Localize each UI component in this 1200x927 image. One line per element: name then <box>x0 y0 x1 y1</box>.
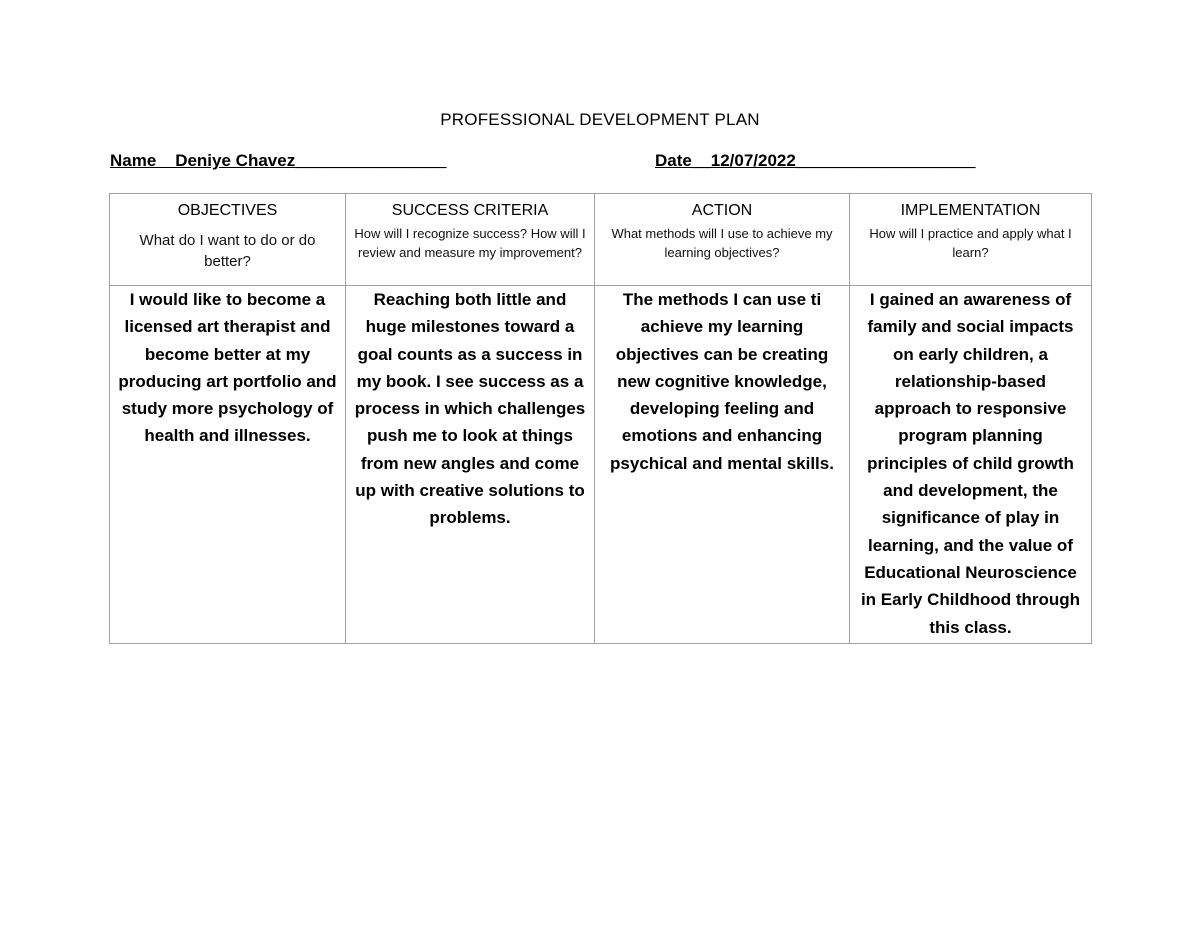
header-objectives <box>110 194 346 286</box>
header-implementation <box>850 194 1092 286</box>
column-title: ACTION <box>691 202 753 219</box>
column-title: IMPLEMENTATION <box>900 202 1041 219</box>
column-question: How will I recognize success? How will I review and measure my improvement? <box>354 226 586 260</box>
column-title: OBJECTIVES <box>177 202 278 219</box>
plan-table <box>109 193 1092 644</box>
implementation-cell: I gained an awareness of family and social impacts on early children, a relationship-based approach to responsive program planning principles of child growth and development, the significance of play in learning, and the value of Educational Neuroscience in Early Childhood through this class. <box>850 286 1092 644</box>
date-field: Date__12/07/2022___________________ <box>655 151 976 170</box>
objectives-cell: I would like to become a licensed art therapist and become better at my producing art portfolio and study more psychology of health and illnesses. <box>110 286 346 644</box>
header-action <box>595 194 850 286</box>
column-question: What do I want to do or do better? <box>139 232 316 270</box>
table-header-row <box>110 194 1092 286</box>
column-question: What methods will I use to achieve my learning objectives? <box>611 226 833 260</box>
column-question: How will I practice and apply what I learn? <box>869 226 1072 260</box>
document-title: PROFESSIONAL DEVELOPMENT PLAN <box>440 110 760 129</box>
action-cell: The methods I can use ti achieve my learning objectives can be creating new cognitive knowledge, developing feeling and emotions and enhancing psychical and mental skills. <box>595 286 850 644</box>
table-row <box>110 286 1092 644</box>
success-criteria-cell: Reaching both little and huge milestones toward a goal counts as a success in my book. I see success as a process in which challenges push me to look at things from new angles and come up with creative solutions to problems. <box>346 286 595 644</box>
column-title: SUCCESS CRITERIA <box>391 202 549 219</box>
header-success-criteria <box>346 194 595 286</box>
name-field: Name Deniye Chavez________________ <box>110 151 447 170</box>
